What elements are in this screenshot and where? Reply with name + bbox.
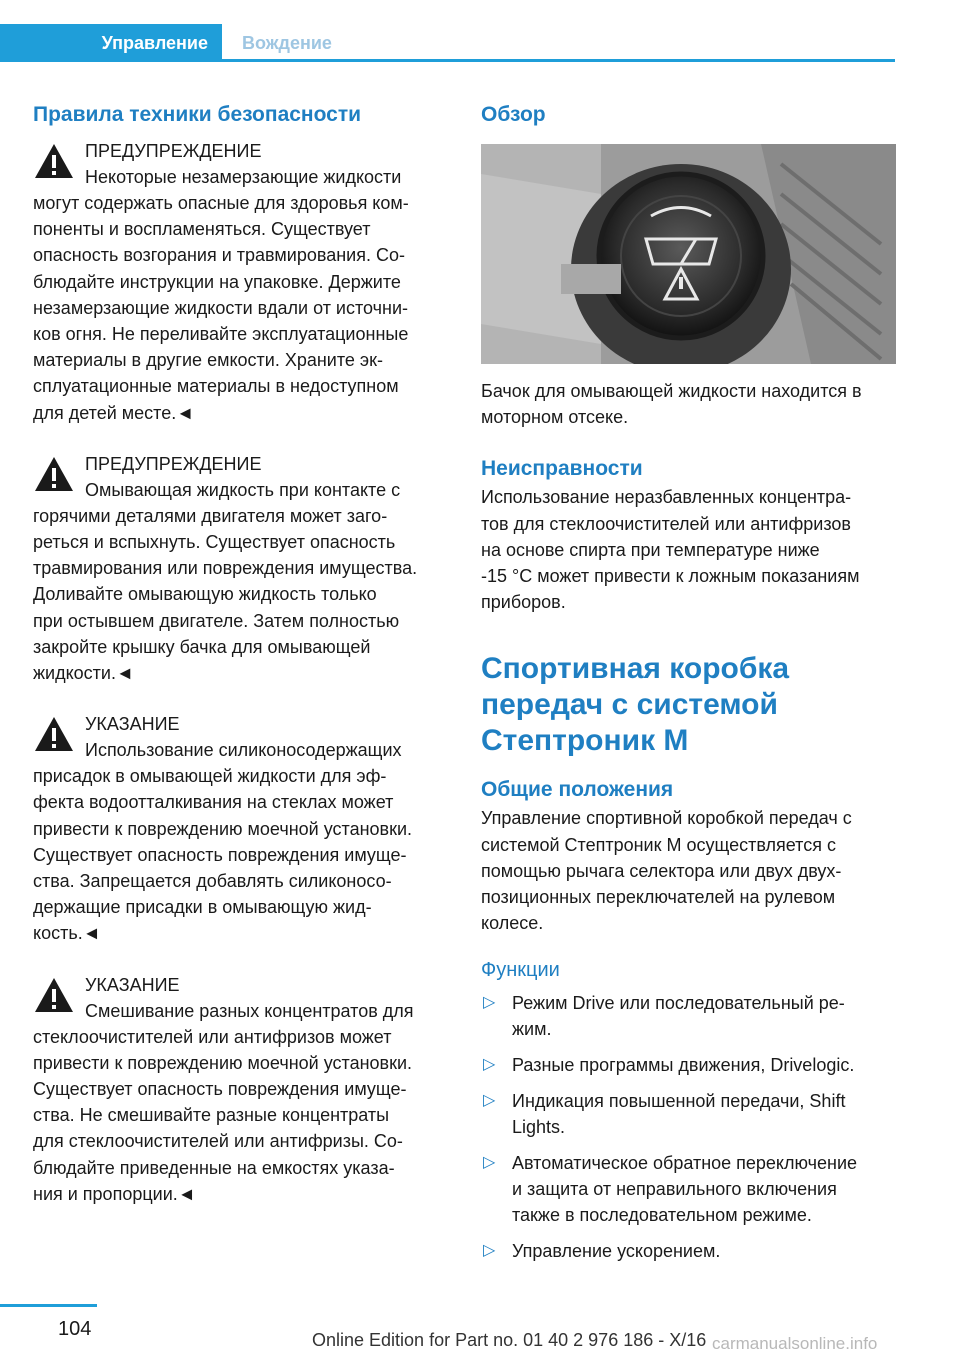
warning-line: блюдайте инструкции на упаковке. Держите bbox=[33, 271, 401, 292]
list-item bbox=[481, 1238, 896, 1264]
warning-line: Доливайте омывающую жидкость только bbox=[33, 584, 377, 605]
warning-triangle-icon bbox=[33, 976, 75, 1014]
warning-triangle-icon bbox=[33, 715, 75, 753]
note-line: стеклоочистителей или антифризов может bbox=[33, 1026, 392, 1047]
note-line: привести к повреждению моечной установки. bbox=[33, 1052, 413, 1073]
list-item-line: Индикация повышенной передачи, Shift bbox=[512, 1091, 846, 1112]
warning-line: для детей месте.◄ bbox=[33, 402, 195, 423]
note-block bbox=[33, 972, 451, 1207]
note-title: УКАЗАНИЕ bbox=[85, 974, 180, 995]
warning-line: горячими деталями двигателя может заго‐ bbox=[33, 505, 388, 526]
bullet-arrow-icon: ▷ bbox=[483, 1242, 496, 1260]
list-item-line: Управление ускорением. bbox=[512, 1241, 721, 1262]
list-item-line: Lights. bbox=[512, 1117, 566, 1138]
note-line: блюдайте приведенные на емкостях указа‐ bbox=[33, 1157, 395, 1178]
warning-line: Омывающая жидкость при контакте с bbox=[85, 479, 401, 500]
warning-block bbox=[33, 138, 451, 426]
warning-line: могут содержать опасные для здоровья ком‐ bbox=[33, 193, 409, 213]
note-line: ства. Не смешивайте разные концентраты bbox=[33, 1105, 390, 1126]
warning-block bbox=[33, 451, 451, 686]
photo-caption-line: Бачок для омывающей жидкости находится в bbox=[481, 381, 862, 401]
list-item-line: Режим Drive или последовательный ре‐ bbox=[512, 993, 845, 1014]
note-block bbox=[33, 711, 451, 946]
left-column bbox=[33, 100, 451, 1232]
general-line: колесе. bbox=[481, 913, 544, 934]
bullet-arrow-icon: ▷ bbox=[483, 1092, 496, 1110]
bullet-arrow-icon: ▷ bbox=[483, 1154, 496, 1172]
warning-line: ков огня. Не переливайте эксплуатационные bbox=[33, 324, 409, 345]
faults-title: Неисправности bbox=[481, 457, 643, 481]
warning-title: ПРЕДУПРЕЖДЕНИЕ bbox=[85, 141, 262, 161]
general-line: Управление спортивной коробкой передач с bbox=[481, 808, 852, 829]
chapter-title-line: передач с системой bbox=[481, 688, 778, 722]
warning-line: при остывшем двигателе. Затем полностью bbox=[33, 610, 400, 631]
functions-list bbox=[481, 990, 896, 1264]
note-line: ства. Запрещается добавлять силиконосо‐ bbox=[33, 871, 392, 892]
list-item-line: и защита от неправильного включения bbox=[512, 1179, 837, 1200]
list-item-line: также в последовательном режиме. bbox=[512, 1205, 812, 1226]
note-line: Использование силиконосодержащих bbox=[85, 740, 402, 761]
faults-line: тов для стеклоочистителей или антифризов bbox=[481, 513, 851, 534]
warning-line: Некоторые незамерзающие жидкости bbox=[85, 167, 402, 187]
watermark: carmanualsonline.info bbox=[712, 1334, 878, 1353]
list-item bbox=[481, 1052, 896, 1078]
warning-title: ПРЕДУПРЕЖДЕНИЕ bbox=[85, 453, 262, 474]
list-item bbox=[481, 1150, 896, 1228]
warning-line: жидкости.◄ bbox=[33, 663, 134, 684]
header-rule bbox=[0, 59, 895, 62]
list-item-line: Разные программы движения, Drivelogic. bbox=[512, 1055, 855, 1076]
general-line: помощью рычага селектора или двух двух‐ bbox=[481, 860, 842, 881]
warning-line: опасность возгорания и травмирования. Со‐ bbox=[33, 245, 405, 266]
note-line: держащие присадки в омывающую жид‐ bbox=[33, 897, 372, 918]
note-line: кость.◄ bbox=[33, 923, 101, 944]
functions-title: Функции bbox=[481, 959, 560, 982]
tab-driving[interactable]: Вождение bbox=[242, 32, 332, 53]
note-title: УКАЗАНИЕ bbox=[85, 714, 180, 735]
note-line: привести к повреждению моечной установки. bbox=[33, 818, 413, 839]
washer-reservoir-photo bbox=[481, 144, 896, 364]
tab-controls[interactable]: Управление bbox=[0, 24, 222, 62]
list-item-line: Автоматическое обратное переключение bbox=[512, 1153, 858, 1174]
edition-note: Online Edition for Part no. 01 40 2 976 186 - X/16 bbox=[312, 1330, 707, 1350]
warning-triangle-icon bbox=[33, 455, 75, 493]
safety-section-title: Правила техники безопасности bbox=[33, 103, 362, 126]
faults-line: приборов. bbox=[481, 592, 566, 613]
general-title: Общие положения bbox=[481, 778, 674, 802]
general-line: позиционных переключателей на рулевом bbox=[481, 887, 836, 908]
note-line: фекта водоотталкивания на стеклах может bbox=[33, 792, 394, 813]
warning-line: реться и вспыхнуть. Существует опасность bbox=[33, 532, 396, 553]
note-line: ния и пропорции.◄ bbox=[33, 1183, 196, 1204]
warning-line: поненты и воспламеняться. Существует bbox=[33, 219, 371, 240]
list-item-line: жим. bbox=[512, 1019, 552, 1040]
note-line: присадок в омывающей жидкости для эф‐ bbox=[33, 766, 387, 787]
page-header bbox=[0, 24, 895, 62]
faults-line: на основе спирта при температуре ниже bbox=[481, 539, 820, 560]
general-line: системой Стептроник M осуществляется с bbox=[481, 834, 836, 855]
bullet-arrow-icon: ▷ bbox=[483, 1056, 496, 1074]
note-line: для стеклоочистителей или антифризы. Со‐ bbox=[33, 1131, 403, 1152]
right-column bbox=[481, 100, 896, 1274]
chapter-title bbox=[481, 651, 896, 759]
overview-title: Обзор bbox=[481, 103, 546, 126]
page-number: 104 bbox=[58, 1318, 92, 1340]
bullet-arrow-icon: ▷ bbox=[483, 994, 496, 1012]
chapter-title-line: Стептроник M bbox=[481, 724, 689, 758]
faults-line: -15 °C может привести к ложным показаниям bbox=[481, 566, 860, 587]
photo-caption-line: моторном отсеке. bbox=[481, 407, 629, 428]
note-line: Существует опасность повреждения имуще‐ bbox=[33, 844, 407, 865]
footer-rule bbox=[0, 1304, 97, 1307]
chapter-title-line: Спортивная коробка bbox=[481, 652, 790, 686]
list-item bbox=[481, 990, 896, 1042]
note-line: Существует опасность повреждения имуще‐ bbox=[33, 1079, 407, 1100]
faults-line: Использование неразбавленных концентра‐ bbox=[481, 487, 852, 508]
list-item bbox=[481, 1088, 896, 1140]
warning-line: сплуатационные материалы в недоступном bbox=[33, 376, 399, 397]
note-line: Смешивание разных концентратов для bbox=[85, 1000, 414, 1021]
warning-line: материалы в другие емкости. Храните эк‐ bbox=[33, 350, 383, 371]
warning-line: закройте крышку бачка для омывающей bbox=[33, 636, 371, 657]
warning-line: незамерзающие жидкости вдали от источни‐ bbox=[33, 297, 409, 318]
warning-triangle-icon bbox=[33, 142, 75, 180]
warning-line: травмирования или повреждения имущества. bbox=[33, 558, 418, 579]
